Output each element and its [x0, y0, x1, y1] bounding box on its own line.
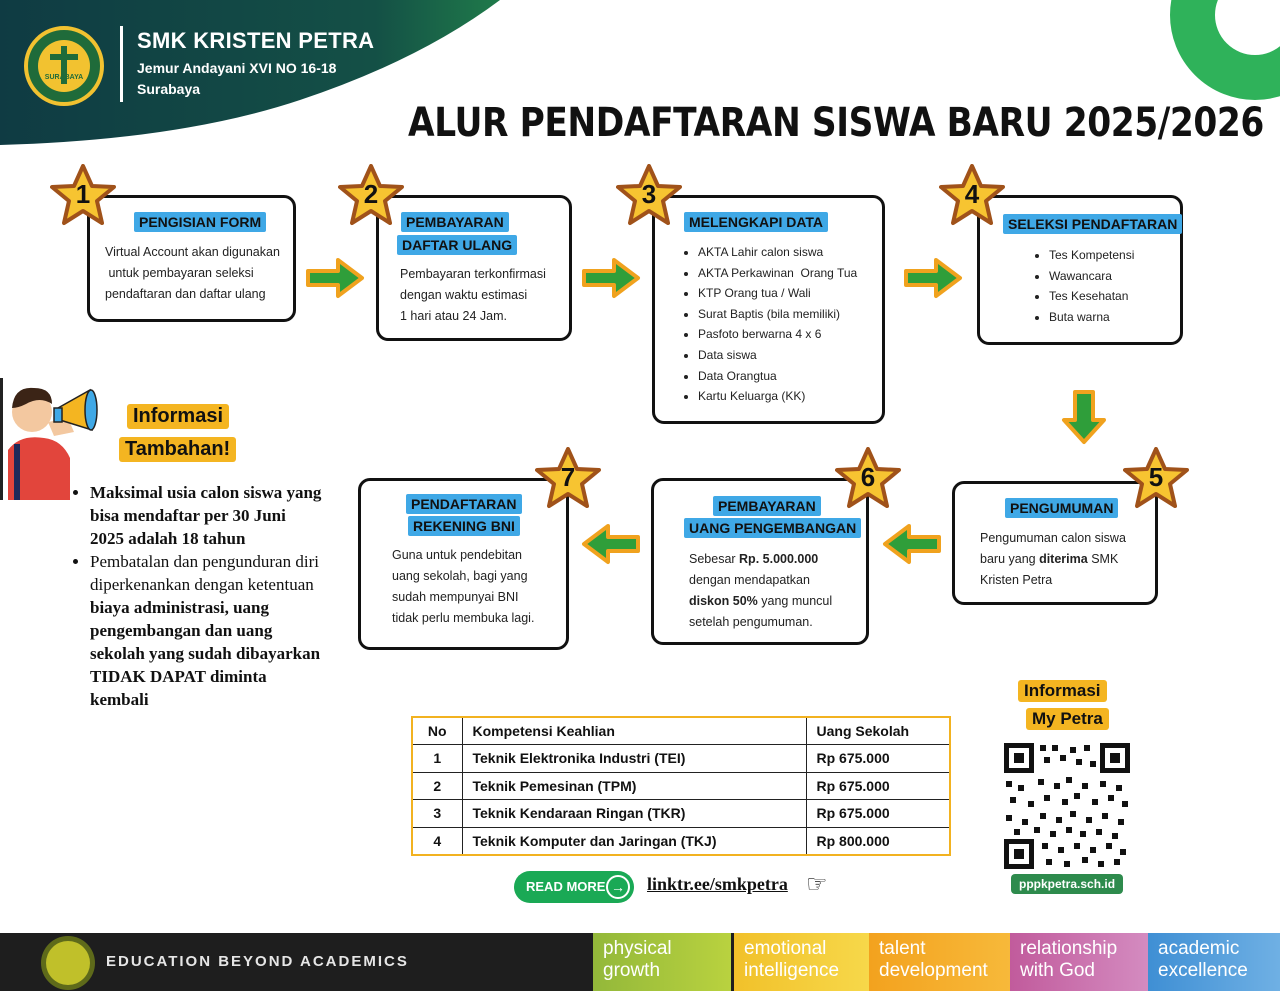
star-icon-step-2: 2 — [338, 164, 404, 226]
table-cell: 2 — [412, 772, 462, 800]
table-cell: 4 — [412, 827, 462, 855]
list-item: • Pasfoto berwarna 4 x 6 — [698, 324, 857, 345]
step-6-badge-line1: PEMBAYARAN — [713, 496, 821, 516]
step-7-badge-line1: PENDAFTARAN — [406, 494, 522, 514]
arrow-left-icon — [580, 522, 642, 566]
table-cell: Rp 675.000 — [806, 745, 950, 773]
info-tag-line2: Tambahan! — [119, 437, 236, 462]
info-list — [72, 481, 322, 711]
logo-text: SURABAYA — [44, 74, 84, 81]
list-item: • Buta warna — [1049, 307, 1134, 328]
arrow-down-icon — [1060, 388, 1108, 446]
step-3-badge: MELENGKAPI DATA — [684, 212, 828, 232]
table-cell: Rp 675.000 — [806, 772, 950, 800]
step-6-text: Sebesar Rp. 5.000.000 dengan mendapatkan diskon 50% yang muncul setelah pengumuman. — [689, 552, 833, 629]
table-header: No — [412, 717, 462, 745]
info-tag-line1: Informasi — [127, 404, 229, 429]
table-row — [412, 827, 950, 855]
star-icon-step-4: 4 — [939, 164, 1005, 226]
qr-tag-line2: My Petra — [1026, 708, 1109, 730]
page-title: ALUR PENDAFTARAN SISWA BARU 2025/2026 — [408, 100, 1264, 146]
qr-tag-line1: Informasi — [1018, 680, 1107, 702]
read-more-label: READ MORE — [526, 879, 606, 894]
arrow-right-icon — [902, 256, 964, 300]
step-3-list — [680, 242, 857, 407]
star-icon-step-7: 7 — [535, 447, 601, 509]
footer-slogan: EDUCATION BEYOND ACADEMICS — [106, 953, 409, 970]
pillar-relationship-with-god: relationship with God — [1010, 933, 1148, 991]
star-icon-step-5: 5 — [1123, 447, 1189, 509]
table-row — [412, 745, 950, 773]
qr-url-badge[interactable]: pppkpetra.sch.id — [1011, 874, 1123, 894]
step-5-badge: PENGUMUMAN — [1005, 498, 1118, 518]
table-cell: Teknik Pemesinan (TPM) — [462, 772, 806, 800]
school-logo — [24, 26, 104, 106]
list-item: • Kartu Keluarga (KK) — [698, 386, 857, 407]
info-point-2: • Pembatalan dan pengunduran diri diperkenankan dengan ketentuan biaya administrasi, uang pengembangan dan uang sekolah yang sudah dibayarkan TIDAK DAPAT diminta kembali — [90, 550, 322, 711]
table-row — [412, 800, 950, 828]
info-point-1: • Maksimal usia calon siswa yang bisa mendaftar per 30 Juni 2025 adalah 18 tahun — [90, 481, 322, 550]
star-icon-step-6: 6 — [835, 447, 901, 509]
step-2-text: Pembayaran terkonfirmasi dengan waktu estimasi 1 hari atau 24 Jam. — [400, 267, 546, 323]
table-header: Kompetensi Keahlian — [462, 717, 806, 745]
footer — [0, 933, 1280, 991]
step-1-badge: PENGISIAN FORM — [134, 212, 266, 232]
step-4-list — [1031, 245, 1134, 327]
table-cell: 1 — [412, 745, 462, 773]
step-2-badge-line2: DAFTAR ULANG — [397, 235, 517, 255]
arrow-right-icon — [304, 256, 366, 300]
fees-table — [411, 716, 951, 856]
list-item: • KTP Orang tua / Wali — [698, 283, 857, 304]
corner-decoration — [1170, 0, 1280, 100]
list-item: • Surat Baptis (bila memiliki) — [698, 304, 857, 325]
table-cell: Teknik Kendaraan Ringan (TKR) — [462, 800, 806, 828]
step-2-badge-line1: PEMBAYARAN — [401, 212, 509, 232]
pillar-academic-excellence: academic excellence — [1148, 933, 1280, 991]
step-5-text: Pengumuman calon siswa baru yang diterima SMK Kristen Petra — [980, 531, 1126, 587]
table-cell: 3 — [412, 800, 462, 828]
table-cell: Rp 675.000 — [806, 800, 950, 828]
list-item: • Tes Kompetensi — [1049, 245, 1134, 266]
table-row — [412, 772, 950, 800]
list-item: • Data siswa — [698, 345, 857, 366]
pointer-hand-icon: ☞ — [806, 871, 828, 898]
star-icon-step-1: 1 — [50, 164, 116, 226]
school-address: Jemur Andayani XVI NO 16-18 Surabaya — [137, 60, 337, 97]
pillar-emotional-intelligence: emotional intelligence — [734, 933, 869, 991]
arrow-left-icon — [881, 522, 943, 566]
table-header-row — [412, 717, 950, 745]
step-6-badge-line2: UANG PENGEMBANGAN — [684, 518, 861, 538]
list-item: • AKTA Lahir calon siswa — [698, 242, 857, 263]
linktree-link[interactable]: linktr.ee/smkpetra — [647, 874, 788, 894]
list-item: • Tes Kesehatan — [1049, 286, 1134, 307]
pillar-physical-growth: physical growth — [593, 933, 731, 991]
table-cell: Teknik Komputer dan Jaringan (TKJ) — [462, 827, 806, 855]
list-item: • Data Orangtua — [698, 366, 857, 387]
table-header: Uang Sekolah — [806, 717, 950, 745]
table-cell: Teknik Elektronika Industri (TEI) — [462, 745, 806, 773]
pillar-talent-development: talent development — [869, 933, 1010, 991]
footer-logo-icon — [46, 941, 90, 985]
school-name: SMK KRISTEN PETRA — [137, 28, 375, 53]
qr-code-icon[interactable] — [1004, 743, 1130, 869]
arrow-right-circle-icon: → — [606, 875, 630, 899]
read-more-button[interactable] — [514, 871, 634, 903]
step-1-text: Virtual Account akan digunakan untuk pembayaran seleksi pendaftaran dan daftar ulang — [105, 245, 280, 301]
step-4-badge: SELEKSI PENDAFTARAN — [1003, 214, 1182, 234]
header-divider — [120, 26, 123, 102]
list-item: • AKTA Perkawinan Orang Tua — [698, 263, 857, 284]
step-7-badge-line2: REKENING BNI — [408, 516, 520, 536]
list-item: • Wawancara — [1049, 266, 1134, 287]
table-cell: Rp 800.000 — [806, 827, 950, 855]
star-icon-step-3: 3 — [616, 164, 682, 226]
step-7-text: Guna untuk pendebitan uang sekolah, bagi yang sudah mempunyai BNI tidak perlu membuka lagi. — [392, 548, 535, 625]
arrow-right-icon — [580, 256, 642, 300]
